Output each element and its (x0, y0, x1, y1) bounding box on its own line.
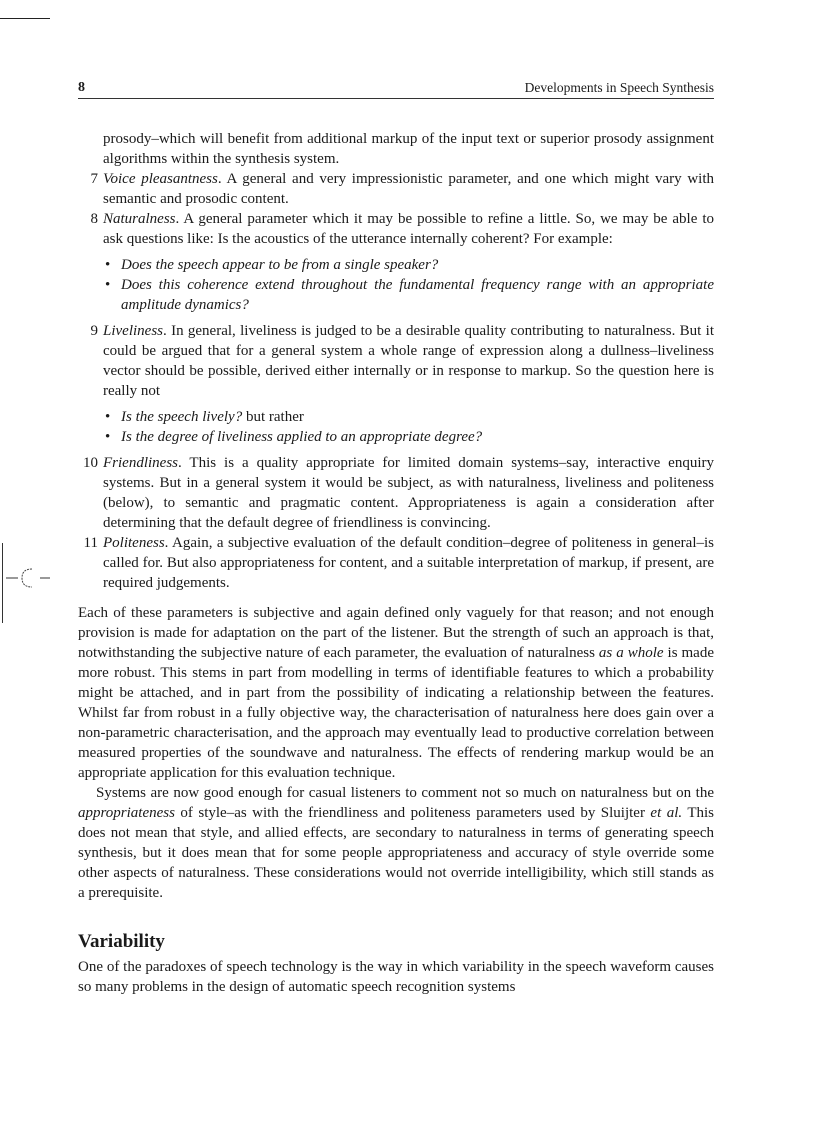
page-number: 8 (78, 80, 85, 95)
list-item-liveliness (78, 321, 714, 401)
emphasis: et al. (650, 805, 683, 821)
bullet-icon: • (105, 409, 111, 425)
item-text: . This is a quality appropriate for limited domain systems–say, interactive enquiry systems. But in a general system it would be subject, as with naturalness, liveliness and politeness (below), to semantic and pragmatic content. Appropriateness is again a consideration after determining that the default degree of friendliness is convincing. (103, 455, 714, 531)
item-heading: Politeness (103, 535, 165, 551)
item-text: prosody–which will benefit from additional markup of the input text or superior prosody assignment algorithms within the synthesis system. (103, 131, 714, 167)
list-item-politeness (78, 533, 714, 593)
list-item-voice-pleasantness (78, 169, 714, 209)
registration-mark-icon (6, 566, 52, 590)
item-number: 9 (90, 323, 98, 339)
paragraph: One of the paradoxes of speech technology is the way in which variability in the speech waveform causes so many problems in the design of automatic speech recognition systems (78, 959, 714, 995)
bullet-text: but rather (242, 409, 304, 425)
bullet-icon: • (105, 257, 111, 273)
running-title: Developments in Speech Synthesis (524, 80, 714, 95)
naturalness-questions (78, 255, 714, 315)
emphasis: as a whole (598, 645, 664, 661)
paragraph-text: Each of these parameters is subjective and again defined only vaguely for that reason; and not enough provision is made for adaptation on the part of the listener. But the strength of such an approach is that, notwithstanding the subjective nature of each parameter, the evaluation of naturalness (78, 605, 714, 661)
bullet-text: Does the speech appear to be from a single speaker? (121, 257, 439, 273)
item-heading: Naturalness (103, 211, 176, 227)
bullet-icon: • (105, 277, 111, 293)
running-header (78, 78, 714, 99)
item-number: 11 (83, 535, 98, 551)
paragraph-text: Systems are now good enough for casual listeners to comment not so much on naturalness but on the (96, 785, 714, 801)
bullet-item (103, 275, 714, 315)
list-item-continuation (78, 129, 714, 169)
bullet-icon: • (105, 429, 111, 445)
bullet-item (103, 255, 714, 275)
crop-mark-rule (0, 18, 50, 19)
bullet-italic-text: Is the degree of liveliness applied to an appropriate degree? (121, 429, 483, 445)
emphasis: appropriateness (78, 805, 175, 821)
item-number: 8 (90, 211, 98, 227)
item-text: . A general and very impressionistic parameter, and one which might vary with semantic and prosodic content. (103, 171, 714, 207)
section-heading: Variability (78, 931, 165, 952)
paragraph-text: is made more robust. This stems in part from modelling in terms of identifiable features to which a probability might be attached, and in part from the possibility of indicating a relationship between the features. Whilst far from robust in a fully objective way, the characterisation of naturalness here does gain over a non-parametric characterisation, and the approach may eventually lead to productive correlation between measured properties of the soundwave and naturalness. The effects of rendering markup would be an appropriate application for this evaluation technique. (78, 645, 714, 781)
list-item-naturalness (78, 209, 714, 249)
paragraph-text: This does not mean that style, and allied effects, are secondary to naturalness in terms of generating speech synthesis, but it does mean that for some people appropriateness and accuracy of style override some other aspects of naturalness. These considerations would not override intelligibility, which still stands as a prerequisite. (78, 805, 715, 901)
bullet-text: Does this coherence extend throughout the fundamental frequency range with an appropriate amplitude dynamics? (121, 277, 714, 313)
list-item-friendliness (78, 453, 714, 533)
item-text: . Again, a subjective evaluation of the default condition–degree of politeness in general–is called for. But also appropriateness for content, and a suitable interpretation of markup, if present, are required judgements. (103, 535, 714, 591)
item-heading: Liveliness (103, 323, 163, 339)
paragraph (78, 783, 714, 903)
item-heading: Friendliness (103, 455, 178, 471)
bullet-item (103, 407, 714, 427)
bullet-italic-text: Is the speech lively? (121, 409, 243, 425)
item-number: 7 (90, 171, 98, 187)
margin-line (2, 543, 3, 623)
bullet-item (103, 427, 714, 447)
item-text: . A general parameter which it may be possible to refine a little. So, we may be able to ask questions like: Is the acoustics of the utterance internally coherent? For example: (103, 211, 714, 247)
paragraph-text: of style–as with the friendliness and politeness parameters used by Sluijter (174, 805, 651, 821)
item-number: 10 (83, 455, 98, 471)
item-heading: Voice pleasantness (103, 171, 218, 187)
paragraph (78, 603, 714, 783)
body-text (78, 129, 714, 997)
item-text: . In general, liveliness is judged to be a desirable quality contributing to naturalness. But it could be argued that for a general system a whole range of expression along a dullness–liveliness vector should be possible, derived either internally or in response to markup. So the question here is really not (103, 323, 714, 399)
liveliness-questions (78, 407, 714, 447)
